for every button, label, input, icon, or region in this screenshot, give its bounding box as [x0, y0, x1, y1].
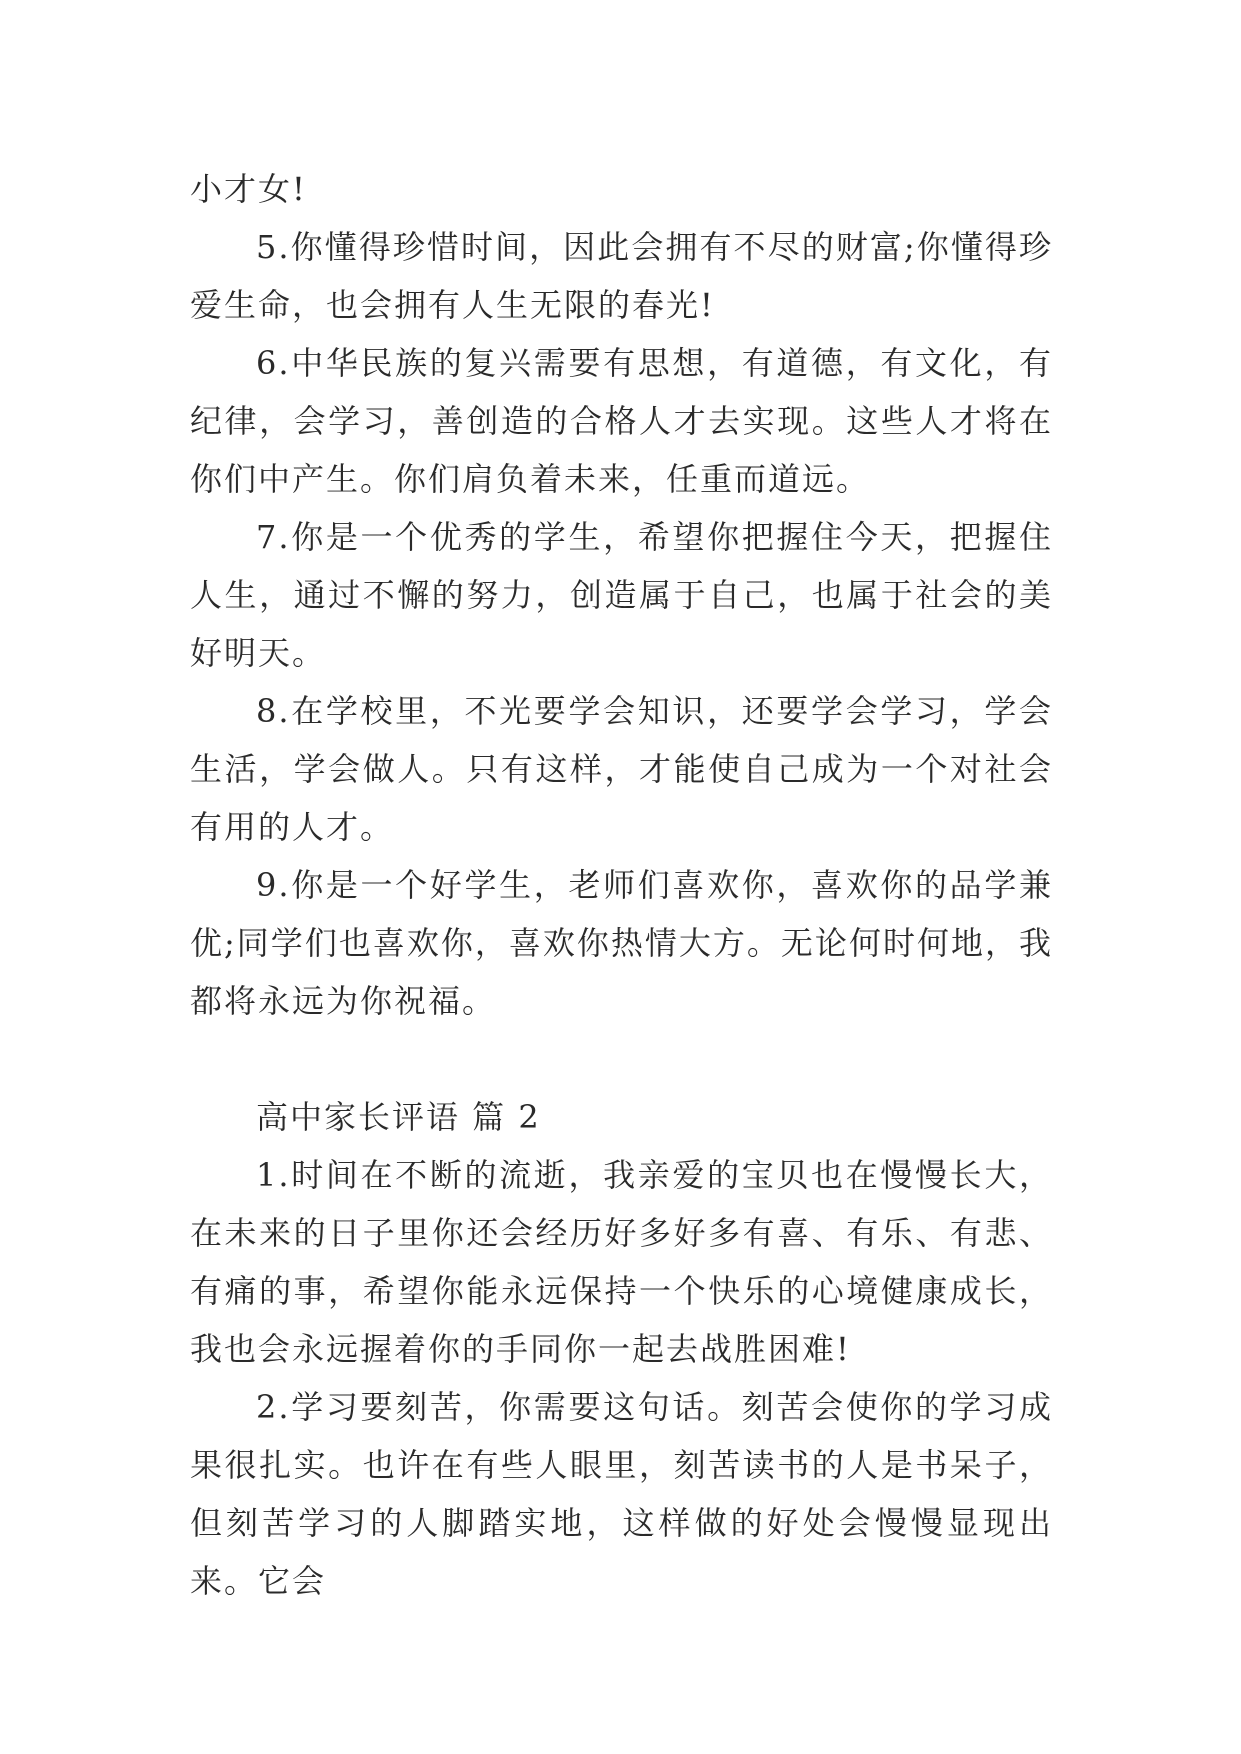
comment-item-5: 5.你懂得珍惜时间，因此会拥有不尽的财富;你懂得珍爱生命，也会拥有人生无限的春光!	[190, 228, 1053, 324]
section2-item-2: 2.学习要刻苦，你需要这句话。刻苦会使你的学习成果很扎实。也许在有些人眼里，刻苦读书的人是书呆子，但刻苦学习的人脚踏实地，这样做的好处会慢慢显现出来。它会	[190, 1388, 1053, 1600]
comment-item-6: 6.中华民族的复兴需要有思想，有道德，有文化，有纪律，会学习，善创造的合格人才去实现。这些人才将在你们中产生。你们肩负着未来，任重而道远。	[190, 344, 1053, 498]
comment-item-9: 9.你是一个好学生，老师们喜欢你，喜欢你的品学兼优;同学们也喜欢你，喜欢你热情大方。无论何时何地，我都将永远为你祝福。	[190, 866, 1053, 1020]
document-body	[190, 160, 1053, 1610]
section-heading: 高中家长评语 篇 2	[256, 1098, 541, 1136]
section2-item-1: 1.时间在不断的流逝，我亲爱的宝贝也在慢慢长大，在未来的日子里你还会经历好多好多有喜、有乐、有悲、有痛的事，希望你能永远保持一个快乐的心境健康成长，我也会永远握着你的手同你一起去战胜困难!	[190, 1156, 1053, 1368]
comment-item-8: 8.在学校里，不光要学会知识，还要学会学习，学会生活，学会做人。只有这样，才能使自己成为一个对社会有用的人才。	[190, 692, 1053, 846]
comment-item-7: 7.你是一个优秀的学生，希望你把握住今天，把握住人生，通过不懈的努力，创造属于自己，也属于社会的美好明天。	[190, 518, 1053, 672]
paragraph-continuation: 小才女!	[190, 170, 307, 208]
